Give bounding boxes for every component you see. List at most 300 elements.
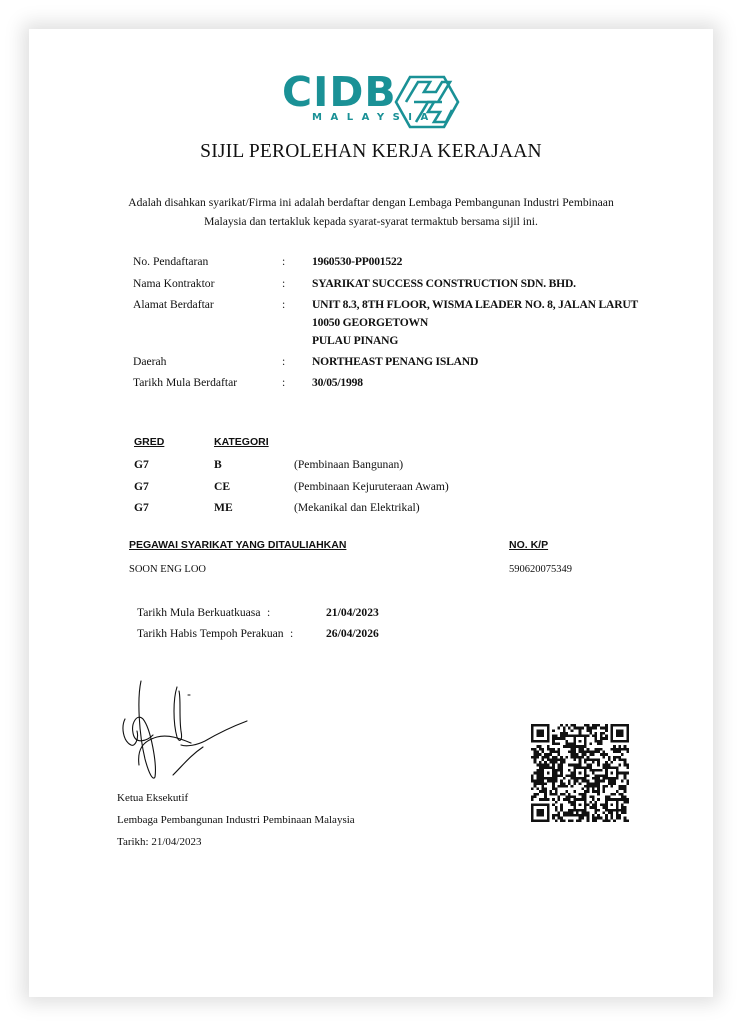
qr-module — [581, 793, 584, 796]
qr-module — [626, 780, 629, 783]
qr-module — [531, 724, 534, 727]
qr-module — [555, 750, 558, 753]
qr-module — [542, 790, 545, 793]
qr-module — [542, 758, 545, 761]
qr-module — [608, 766, 611, 769]
qr-module — [610, 735, 613, 738]
qr-module — [542, 756, 545, 759]
qr-module — [557, 769, 560, 772]
qr-module — [605, 766, 608, 769]
qr-module — [581, 817, 584, 820]
detail-separator: : — [282, 277, 286, 290]
qr-module — [597, 814, 600, 817]
qr-module — [624, 809, 627, 812]
detail-separator: : — [282, 298, 286, 311]
qr-module — [539, 766, 542, 769]
officer-header: PEGAWAI SYARIKAT YANG DITAULIAHKAN — [129, 539, 347, 551]
qr-module — [576, 753, 579, 756]
qr-module — [557, 814, 560, 817]
qr-module — [563, 745, 566, 748]
qr-module — [595, 740, 598, 743]
qr-module — [605, 777, 608, 780]
qr-module — [544, 788, 547, 791]
qr-module — [544, 790, 547, 793]
qr-module — [568, 796, 571, 799]
qr-module — [581, 798, 584, 801]
qr-module — [616, 809, 619, 812]
qr-module — [587, 788, 590, 791]
qr-module — [592, 727, 595, 730]
qr-module — [603, 819, 606, 822]
intro-line-2: Malaysia dan tertakluk kepada syarat-syarat termaktub bersama sijil ini. — [204, 215, 538, 228]
qr-module — [544, 766, 547, 769]
certificate-title: SIJIL PEROLEHAN KERJA KERAJAAN — [200, 141, 542, 162]
qr-module — [536, 819, 539, 822]
qr-module — [618, 756, 621, 759]
detail-label: Daerah — [133, 355, 167, 368]
qr-module — [573, 740, 576, 743]
qr-module — [597, 817, 600, 820]
qr-module — [536, 814, 539, 817]
qr-module — [579, 809, 582, 812]
qr-module — [542, 724, 545, 727]
qr-module — [592, 750, 595, 753]
qr-module — [584, 785, 587, 788]
qr-module — [571, 764, 574, 767]
qr-module — [552, 764, 555, 767]
qr-module — [571, 729, 574, 732]
qr-module — [595, 732, 598, 735]
qr-module — [581, 750, 584, 753]
qr-module — [626, 766, 629, 769]
qr-module — [539, 729, 542, 732]
qr-module — [584, 745, 587, 748]
qr-module — [568, 782, 571, 785]
qr-module — [555, 788, 558, 791]
qr-module — [592, 761, 595, 764]
qr-module — [613, 780, 616, 783]
logo-text: CIDB — [282, 68, 397, 116]
qr-module — [573, 766, 576, 769]
qr-module — [573, 737, 576, 740]
qr-module — [534, 796, 537, 799]
qr-module — [595, 809, 598, 812]
qr-module — [552, 803, 555, 806]
qr-module — [592, 772, 595, 775]
qr-module — [624, 801, 627, 804]
qr-module — [547, 766, 550, 769]
qr-module — [550, 753, 553, 756]
qr-module — [610, 782, 613, 785]
qr-module — [584, 796, 587, 799]
qr-module — [560, 785, 563, 788]
qr-module — [621, 806, 624, 809]
qr-module — [568, 745, 571, 748]
qr-module — [626, 782, 629, 785]
qr-module — [616, 774, 619, 777]
qr-module — [613, 724, 616, 727]
qr-module — [539, 748, 542, 751]
qr-module — [531, 729, 534, 732]
qr-module — [584, 769, 587, 772]
qr-module — [555, 809, 558, 812]
qr-module — [547, 817, 550, 820]
qr-module — [571, 724, 574, 727]
qr-module — [624, 724, 627, 727]
qr-module — [595, 724, 598, 727]
qr-module — [531, 803, 534, 806]
qr-module — [592, 796, 595, 799]
qr-module — [581, 735, 584, 738]
qr-module — [616, 803, 619, 806]
qr-module — [534, 819, 537, 822]
qr-module — [550, 748, 553, 751]
qr-module — [579, 766, 582, 769]
qr-module — [592, 758, 595, 761]
qr-module — [571, 801, 574, 804]
qr-module — [557, 758, 560, 761]
qr-module — [605, 764, 608, 767]
qr-module — [539, 732, 542, 735]
qr-module — [576, 814, 579, 817]
qr-module — [587, 803, 590, 806]
qr-module — [552, 777, 555, 780]
qr-module — [534, 780, 537, 783]
qr-module — [568, 727, 571, 730]
detail-value: SYARIKAT SUCCESS CONSTRUCTION SDN. BHD. — [312, 277, 576, 290]
qr-module — [552, 761, 555, 764]
qr-module — [613, 793, 616, 796]
grade-header: GRED — [134, 436, 165, 448]
qr-module — [579, 756, 582, 759]
qr-module — [542, 748, 545, 751]
qr-module — [560, 809, 563, 812]
qr-module — [536, 732, 539, 735]
qr-module — [539, 753, 542, 756]
qr-module — [573, 809, 576, 812]
qr-module — [587, 811, 590, 814]
qr-module — [542, 785, 545, 788]
qr-module — [536, 809, 539, 812]
qr-module — [595, 748, 598, 751]
qr-module — [589, 766, 592, 769]
qr-module — [542, 764, 545, 767]
qr-module — [557, 764, 560, 767]
qr-code[interactable] — [531, 724, 629, 822]
qr-module — [581, 780, 584, 783]
qr-module — [592, 788, 595, 791]
qr-module — [584, 766, 587, 769]
qr-module — [547, 764, 550, 767]
qr-module — [581, 788, 584, 791]
qr-module — [587, 766, 590, 769]
qr-module — [571, 814, 574, 817]
qr-module — [571, 756, 574, 759]
qr-module — [565, 724, 568, 727]
qr-module — [589, 750, 592, 753]
qr-module — [576, 777, 579, 780]
qr-module — [605, 806, 608, 809]
qr-module — [584, 806, 587, 809]
qr-module — [536, 780, 539, 783]
qr-module — [563, 814, 566, 817]
qr-module — [587, 735, 590, 738]
qr-module — [621, 729, 624, 732]
qr-module — [568, 814, 571, 817]
qr-module — [597, 780, 600, 783]
qr-module — [584, 724, 587, 727]
qr-module — [608, 796, 611, 799]
qr-module — [597, 809, 600, 812]
qr-module — [573, 724, 576, 727]
qr-module — [616, 772, 619, 775]
qr-module — [626, 724, 629, 727]
qr-module — [581, 727, 584, 730]
qr-module — [563, 729, 566, 732]
qr-module — [539, 782, 542, 785]
qr-module — [584, 743, 587, 746]
qr-module — [568, 774, 571, 777]
category-header: KATEGORI — [214, 436, 269, 448]
qr-module — [624, 796, 627, 799]
qr-module — [539, 769, 542, 772]
qr-module — [573, 745, 576, 748]
qr-module — [589, 806, 592, 809]
qr-module — [547, 735, 550, 738]
qr-module — [547, 724, 550, 727]
logo-subtext: MALAYSIA — [312, 112, 437, 123]
qr-module — [587, 750, 590, 753]
qr-module — [571, 777, 574, 780]
qr-module — [573, 735, 576, 738]
qr-module — [579, 729, 582, 732]
qr-module — [618, 785, 621, 788]
qr-module — [608, 756, 611, 759]
qr-module — [618, 729, 621, 732]
grade-value: G7 — [134, 501, 149, 514]
qr-module — [579, 803, 582, 806]
cidb-hexagon-icon — [394, 74, 460, 130]
qr-module — [608, 764, 611, 767]
qr-module — [605, 796, 608, 799]
qr-module — [547, 809, 550, 812]
qr-module — [595, 758, 598, 761]
qr-module — [624, 777, 627, 780]
qr-module — [595, 811, 598, 814]
qr-module — [560, 817, 563, 820]
qr-module — [555, 819, 558, 822]
qr-module — [539, 811, 542, 814]
qr-module — [621, 735, 624, 738]
qr-module — [605, 724, 608, 727]
qr-module — [547, 740, 550, 743]
qr-module — [547, 798, 550, 801]
qr-module — [624, 790, 627, 793]
qr-module — [584, 780, 587, 783]
qr-module — [539, 724, 542, 727]
qr-module — [539, 745, 542, 748]
qr-module — [542, 798, 545, 801]
qr-module — [618, 748, 621, 751]
qr-module — [626, 750, 629, 753]
qr-module — [536, 724, 539, 727]
qr-module — [555, 814, 558, 817]
qr-module — [600, 748, 603, 751]
qr-module — [589, 764, 592, 767]
qr-module — [550, 758, 553, 761]
qr-module — [560, 732, 563, 735]
qr-module — [581, 756, 584, 759]
qr-module — [584, 761, 587, 764]
qr-module — [536, 811, 539, 814]
qr-module — [565, 814, 568, 817]
address-line-3: PULAU PINANG — [312, 334, 399, 347]
qr-module — [560, 761, 563, 764]
qr-module — [595, 769, 598, 772]
qr-module — [618, 758, 621, 761]
qr-module — [616, 777, 619, 780]
qr-module — [531, 817, 534, 820]
qr-module — [531, 727, 534, 730]
qr-module — [616, 740, 619, 743]
qr-module — [557, 774, 560, 777]
qr-module — [603, 788, 606, 791]
qr-module — [579, 727, 582, 730]
qr-module — [573, 756, 576, 759]
qr-module — [542, 788, 545, 791]
qr-module — [568, 750, 571, 753]
qr-module — [605, 798, 608, 801]
qr-module — [608, 798, 611, 801]
category-description: (Pembinaan Kejuruteraan Awam) — [294, 480, 449, 493]
qr-module — [539, 814, 542, 817]
qr-module — [568, 743, 571, 746]
qr-module — [539, 798, 542, 801]
qr-module — [531, 737, 534, 740]
qr-module — [573, 774, 576, 777]
qr-module — [616, 750, 619, 753]
qr-module — [576, 745, 579, 748]
qr-module — [579, 750, 582, 753]
qr-module — [542, 750, 545, 753]
qr-module — [616, 766, 619, 769]
qr-module — [581, 809, 584, 812]
qr-module — [608, 819, 611, 822]
qr-module — [605, 809, 608, 812]
qr-module — [597, 764, 600, 767]
qr-module — [618, 724, 621, 727]
qr-module — [563, 732, 566, 735]
qr-module — [542, 814, 545, 817]
qr-module — [571, 745, 574, 748]
qr-module — [592, 803, 595, 806]
qr-module — [573, 750, 576, 753]
qr-module — [587, 748, 590, 751]
qr-module — [552, 750, 555, 753]
qr-module — [539, 780, 542, 783]
qr-module — [547, 748, 550, 751]
qr-module — [550, 750, 553, 753]
qr-module — [536, 764, 539, 767]
qr-module — [568, 798, 571, 801]
qr-module — [557, 743, 560, 746]
qr-module — [624, 758, 627, 761]
qr-module — [603, 750, 606, 753]
qr-module — [597, 798, 600, 801]
qr-module — [560, 772, 563, 775]
qr-module — [600, 803, 603, 806]
detail-value: 1960530-PP001522 — [312, 255, 403, 268]
qr-module — [621, 780, 624, 783]
qr-module — [581, 796, 584, 799]
qr-module — [610, 748, 613, 751]
qr-module — [589, 727, 592, 730]
qr-module — [624, 740, 627, 743]
qr-module — [542, 811, 545, 814]
qr-module — [573, 798, 576, 801]
qr-module — [547, 729, 550, 732]
qr-module — [579, 777, 582, 780]
qr-module — [616, 798, 619, 801]
qr-module — [603, 756, 606, 759]
qr-module — [584, 758, 587, 761]
qr-module — [571, 743, 574, 746]
qr-module — [579, 761, 582, 764]
qr-module — [589, 743, 592, 746]
qr-module — [597, 761, 600, 764]
qr-module — [592, 782, 595, 785]
qr-module — [605, 801, 608, 804]
qr-module — [536, 740, 539, 743]
qr-module — [552, 817, 555, 820]
qr-module — [584, 753, 587, 756]
qr-module — [595, 817, 598, 820]
qr-module — [608, 780, 611, 783]
qr-module — [563, 737, 566, 740]
qr-module — [531, 814, 534, 817]
qr-module — [595, 806, 598, 809]
qr-module — [592, 806, 595, 809]
qr-module — [595, 737, 598, 740]
signatory-position: Ketua Eksekutif — [117, 792, 189, 804]
qr-module — [560, 737, 563, 740]
qr-module — [576, 819, 579, 822]
qr-module — [605, 769, 608, 772]
qr-module — [560, 769, 563, 772]
qr-module — [597, 790, 600, 793]
qr-module — [552, 798, 555, 801]
qr-module — [555, 737, 558, 740]
qr-module — [542, 729, 545, 732]
qr-module — [579, 748, 582, 751]
qr-module — [560, 774, 563, 777]
qr-module — [573, 772, 576, 775]
qr-module — [536, 772, 539, 775]
qr-module — [571, 774, 574, 777]
qr-module — [603, 766, 606, 769]
qr-module — [618, 817, 621, 820]
qr-module — [624, 761, 627, 764]
qr-module — [587, 814, 590, 817]
qr-module — [573, 803, 576, 806]
qr-module — [613, 777, 616, 780]
qr-module — [613, 745, 616, 748]
qr-module — [592, 790, 595, 793]
qr-module — [581, 748, 584, 751]
qr-module — [534, 753, 537, 756]
qr-module — [544, 761, 547, 764]
qr-module — [573, 780, 576, 783]
